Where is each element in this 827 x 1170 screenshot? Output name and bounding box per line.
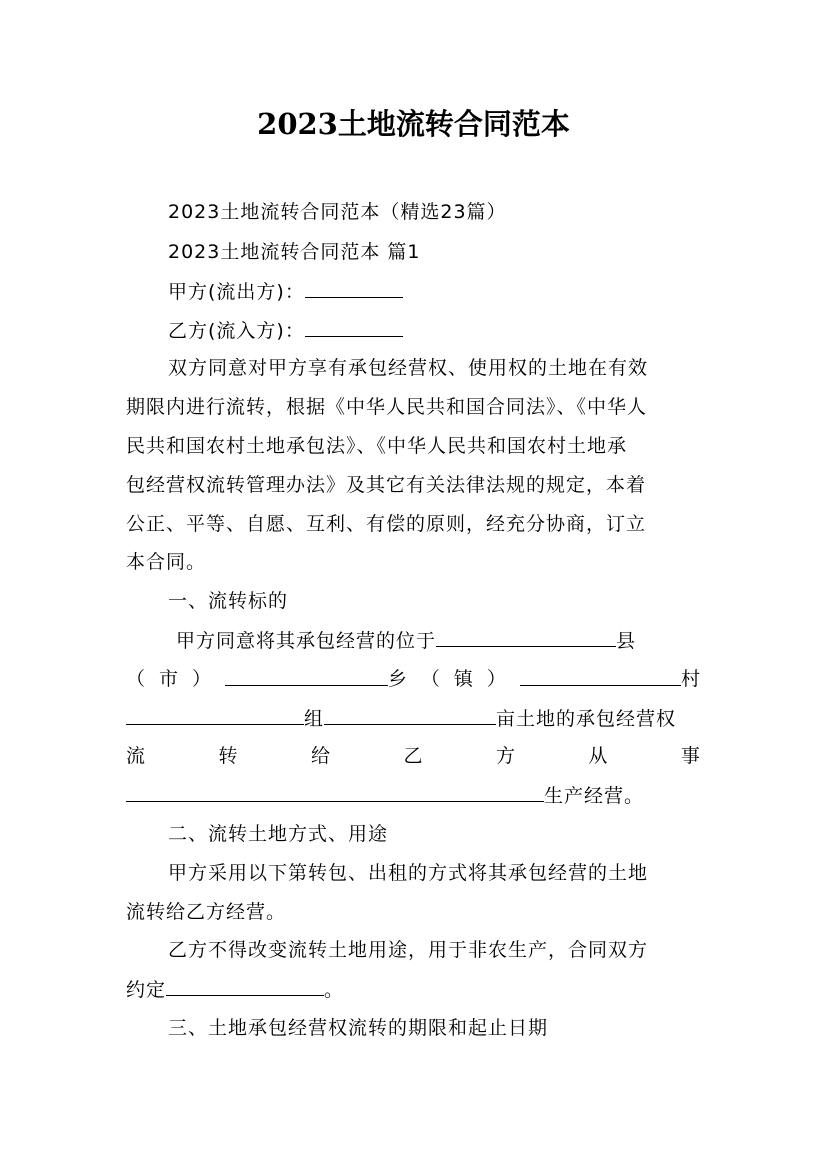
party-b-line <box>168 318 701 343</box>
section-1-heading: 一、流转标的 <box>168 590 289 612</box>
s1-line-5 <box>126 783 701 808</box>
s1-text: 村 <box>680 668 701 690</box>
town-blank <box>520 667 681 686</box>
s1-char: 从 <box>588 745 609 767</box>
intro-line: 包经营权流转管理办法》及其它有关法律法规的规定，本着 <box>126 474 647 496</box>
s1-char: 转 <box>218 745 239 767</box>
s1-line-4 <box>126 744 701 768</box>
section-2-heading: 二、流转土地方式、用途 <box>168 823 389 845</box>
s1-char: 给 <box>310 745 331 767</box>
business-blank <box>126 783 544 802</box>
section-heading: 2023土地流转合同范本 篇1 <box>168 241 421 263</box>
s2-line: 乙方不得改变流转土地用途，用于非农生产，合同双方 <box>168 939 649 961</box>
intro-line: 期限内进行流转，根据《中华人民共和国合同法》、《中华人 <box>126 396 648 418</box>
s1-text: 组 <box>304 708 325 730</box>
party-a-line <box>168 279 701 304</box>
s2-text: 约定 <box>126 979 167 1001</box>
s1-char: 事 <box>680 745 701 767</box>
agreed-blank <box>166 977 324 996</box>
village-blank <box>126 706 304 725</box>
s2-line-agreed <box>126 977 701 1002</box>
party-b-blank <box>305 318 403 337</box>
intro-line: 本合同。 <box>126 551 207 573</box>
city-blank <box>225 667 388 686</box>
s2-line: 流转给乙方经营。 <box>126 901 287 923</box>
party-a-label: 甲方(流出方)： <box>168 281 305 303</box>
s1-line-3 <box>126 706 701 731</box>
section-3-heading: 三、土地承包经营权流转的期限和起止日期 <box>168 1017 549 1039</box>
party-b-label: 乙方(流入方)： <box>168 320 305 342</box>
s1-line-2 <box>126 667 701 691</box>
party-a-blank <box>305 279 403 298</box>
intro-line: 民共和国农村土地承包法》、《中华人民共和国农村土地承 <box>126 435 628 457</box>
s1-text: 县 <box>616 630 637 652</box>
intro-line: 公正、平等、自愿、互利、有偿的原则，经充分协商，订立 <box>126 513 647 535</box>
s1-text: 生产经营。 <box>544 785 645 807</box>
subtitle: 2023土地流转合同范本（精选23篇） <box>168 201 507 223</box>
s1-text: 乡（镇） <box>387 668 520 690</box>
s1-char: 乙 <box>403 745 424 767</box>
intro-line: 双方同意对甲方享有承包经营权、使用权的土地在有效 <box>168 357 649 379</box>
s1-line-1 <box>176 628 701 653</box>
s1-char: 方 <box>495 745 516 767</box>
s1-text: （市） <box>126 668 226 690</box>
area-blank <box>324 706 496 725</box>
s2-text: 。 <box>324 979 345 1001</box>
county-blank <box>436 628 616 647</box>
s1-text: 亩土地的承包经营权 <box>496 708 677 730</box>
s1-text: 甲方同意将其承包经营的位于 <box>176 630 437 652</box>
s1-char: 流 <box>126 745 147 767</box>
s2-line: 甲方采用以下第转包、出租的方式将其承包经营的土地 <box>168 862 649 884</box>
document-title: 2023土地流转合同范本 <box>257 107 570 141</box>
